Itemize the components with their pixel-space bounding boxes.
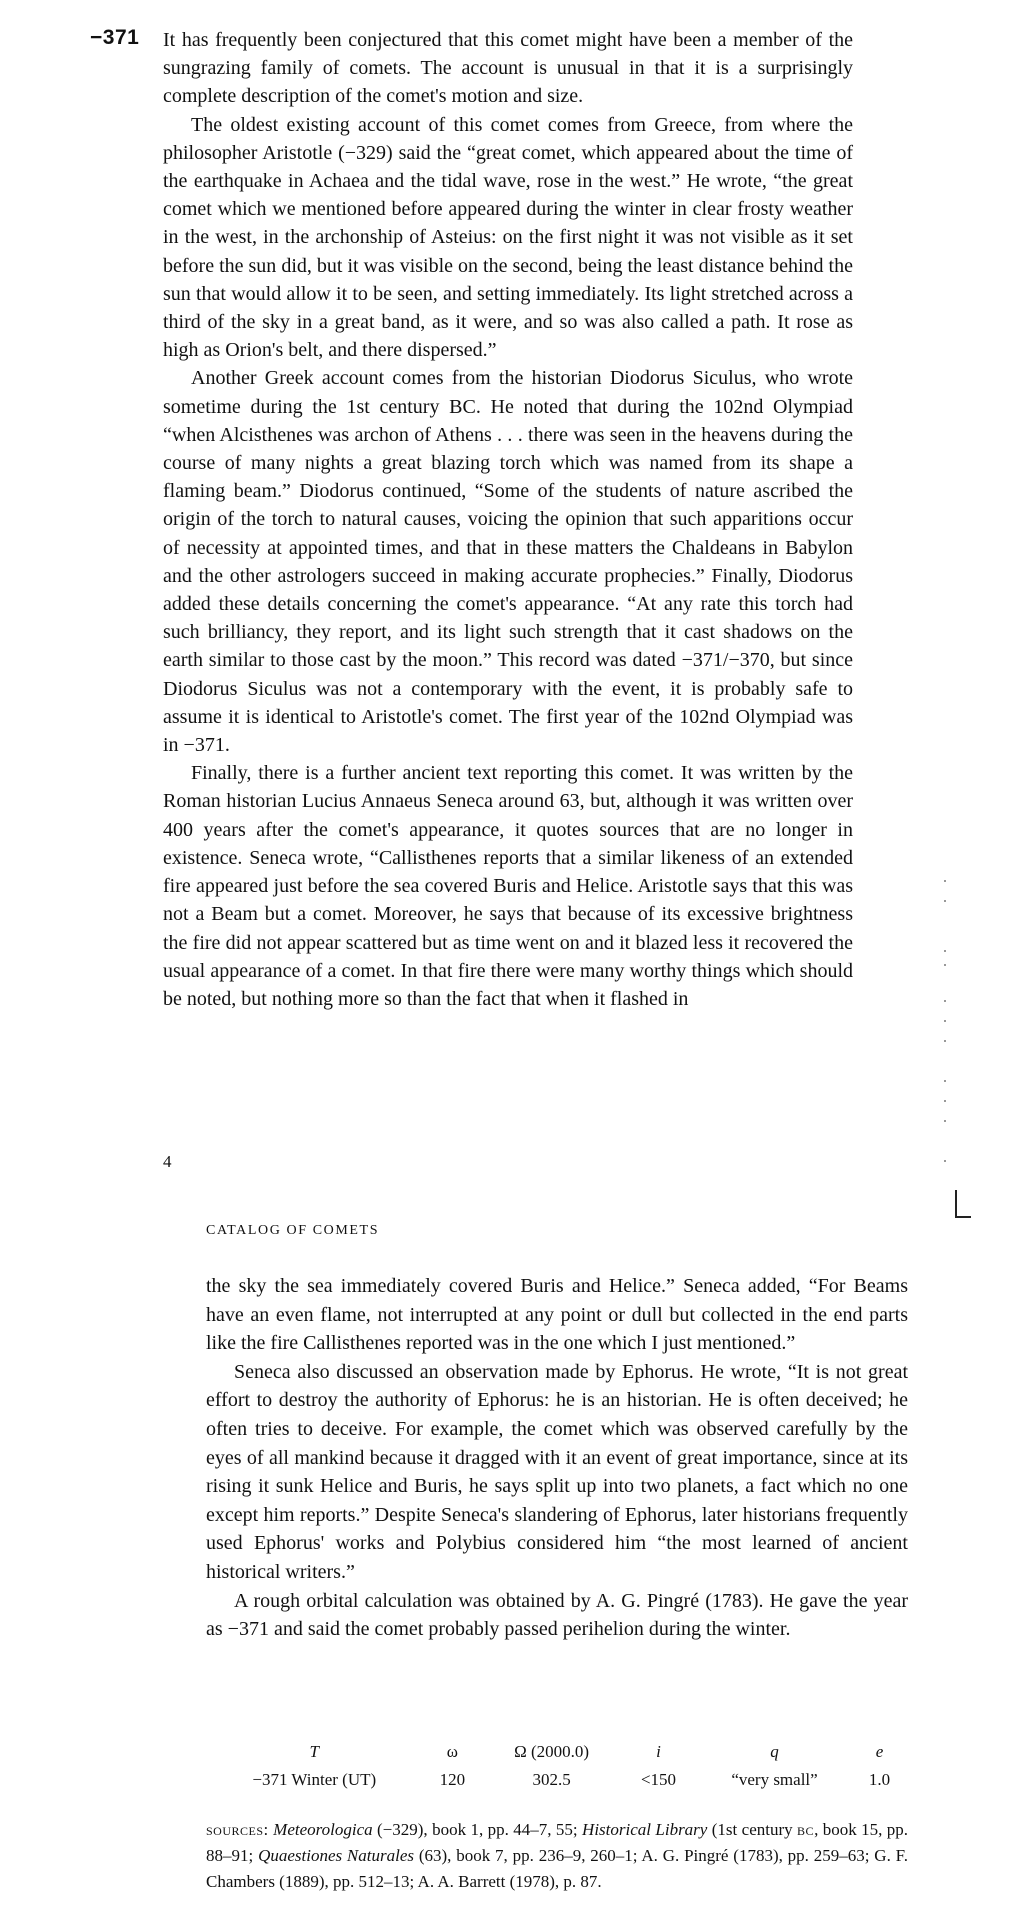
paragraph: It has frequently been conjectured that this comet might have been a member of the sungrazing family of comets. The account is unusual in that it is a surprisingly complete description of the comet's motion and size. bbox=[163, 29, 853, 108]
header-e: e bbox=[875, 1742, 884, 1761]
running-head: CATALOG OF COMETS bbox=[206, 1223, 380, 1238]
cell-i: <150 bbox=[640, 1770, 677, 1789]
table-row bbox=[206, 1768, 906, 1792]
paragraph: Another Greek account comes from the historian Diodorus Siculus, who wrote sometime during the 1st century BC. He noted that during the 102nd Olympiad “when Alcisthenes was archon of Athens . . . there was seen in the heavens during the course of many nights a great blazing torch which was named from its shape a flaming beam.” Diodorus continued, “Some of the students of nature ascribed the origin of the torch to natural causes, voicing the opinion that such apparitions occur of necessity at appointed times, and that in these matters the Chaldeans in Babylon and the other astrologers succeed in making accurate prophecies.” Finally, Diodorus added these details concerning the comet's appearance. “At any rate this torch had such brilliancy, they report, and its light such strength that it cast shadows on the earth similar to those cast by the moon.” This record was dated −371/−370, but since Diodorus Siculus was not a contemporary with the event, it is probably safe to assume it is identical to Aristotle's comet. The first year of the 102nd Olympiad was in −371. bbox=[163, 367, 853, 757]
paragraph: the sky the sea immediately covered Buris and Helice.” Seneca added, “For Beams have an even flame, not interrupted at any point or dull but collected in the end parts like the fire Callisthenes reported was in the one which I just mentioned.” bbox=[206, 1275, 908, 1355]
page-number: 4 bbox=[163, 1152, 172, 1171]
header-q: q bbox=[770, 1742, 779, 1761]
sources-text: (1st century bbox=[707, 1820, 798, 1839]
cell-q: “very small” bbox=[731, 1770, 818, 1789]
work-title: Meteorologica bbox=[273, 1820, 373, 1839]
header-i: i bbox=[656, 1742, 661, 1761]
work-title: Quaestiones Naturales bbox=[258, 1846, 414, 1865]
header-T: T bbox=[309, 1742, 319, 1761]
sources-text: , book 15, pp. 88–91; bbox=[206, 1820, 909, 1865]
text-column-lower bbox=[206, 1272, 908, 1644]
paragraph: Finally, there is a further ancient text reporting this comet. It was written by the Roman historian Lucius Annaeus Seneca around 63, but, although it was written over 400 years after the comet's appearance, it quotes sources that are no longer in existence. Seneca wrote, “Callisthenes reports that a similar likeness of an extended fire appeared just before the sea covered Buris and Helice. Aristotle says that this was not a Beam but a comet. Moreover, he says that because of its excessive brightness the fire did not appear scattered but as time went on and it blazed less it recovered the usual appearance of a comet. In that fire there were many worthy things which should be noted, but nothing more so than the fact that when it flashed in bbox=[163, 762, 853, 1010]
paragraph: The oldest existing account of this comet comes from Greece, from where the philosopher Aristotle (−329) said the “great comet, which appeared about the time of the earthquake in Achaea and the tidal wave, rose in the west.” He wrote, “the great comet which we mentioned before appeared during the winter in clear frosty weather in the west, in the archonship of Asteius: on the first night it was not visible as it set before the sun did, but it was visible on the second, being the least distance behind the sun that would allow it to be seen, and setting immediately. Its light stretched across a third of the sky in a great band, as it were, and so was also called a path. It rose as high as Orion's belt, and there dispersed.” bbox=[163, 113, 853, 362]
entry-year-marker: −371 bbox=[90, 26, 140, 49]
cell-e: 1.0 bbox=[868, 1770, 891, 1789]
orbital-elements-table bbox=[206, 1740, 906, 1792]
paragraph: A rough orbital calculation was obtained by A. G. Pingré (1783). He gave the year as −371 and said the comet probably passed perihelion during the winter. bbox=[206, 1589, 908, 1641]
header-node: Ω (2000.0) bbox=[514, 1742, 590, 1761]
crop-mark bbox=[955, 1190, 971, 1218]
scan-artifacts bbox=[940, 870, 960, 1230]
cell-node: 302.5 bbox=[532, 1770, 571, 1789]
text-column-upper bbox=[163, 26, 853, 1013]
work-title: Historical Library bbox=[582, 1820, 708, 1839]
paragraph: Seneca also discussed an observation made by Ephorus. He wrote, “It is not great effort to destroy the authority of Ephorus: he is an historian. He is often deceived; he often tries to deceive. For example, the comet which was observed carefully by the eyes of all mankind because it dragged with it an event of great importance, since at its rising it sunk Helice and Buris, he says split up into two planets, a fact which no one except him reports.” Despite Seneca's slandering of Ephorus, later historians frequently used Ephorus' works and Polybius considered him “the most learned of ancient historical writers.” bbox=[206, 1360, 908, 1583]
cell-T: −371 Winter (UT) bbox=[252, 1770, 377, 1789]
sources-text: (−329), book 1, pp. 44–7, 55; bbox=[372, 1820, 583, 1839]
sources-label: sources: bbox=[206, 1820, 269, 1839]
cell-omega: 120 bbox=[439, 1770, 466, 1789]
sources-text: (63), book 7, pp. 236–9, 260–1; A. G. Pingré (1783), pp. 259–63; G. F. Chambers (1889), pp. 512–13; A. A. Barrett (1978), p. 87. bbox=[206, 1846, 908, 1891]
header-omega: ω bbox=[446, 1742, 458, 1761]
era-abbrev: bc bbox=[797, 1820, 815, 1839]
table-header-row bbox=[206, 1740, 906, 1768]
sources-note bbox=[206, 1817, 908, 1895]
